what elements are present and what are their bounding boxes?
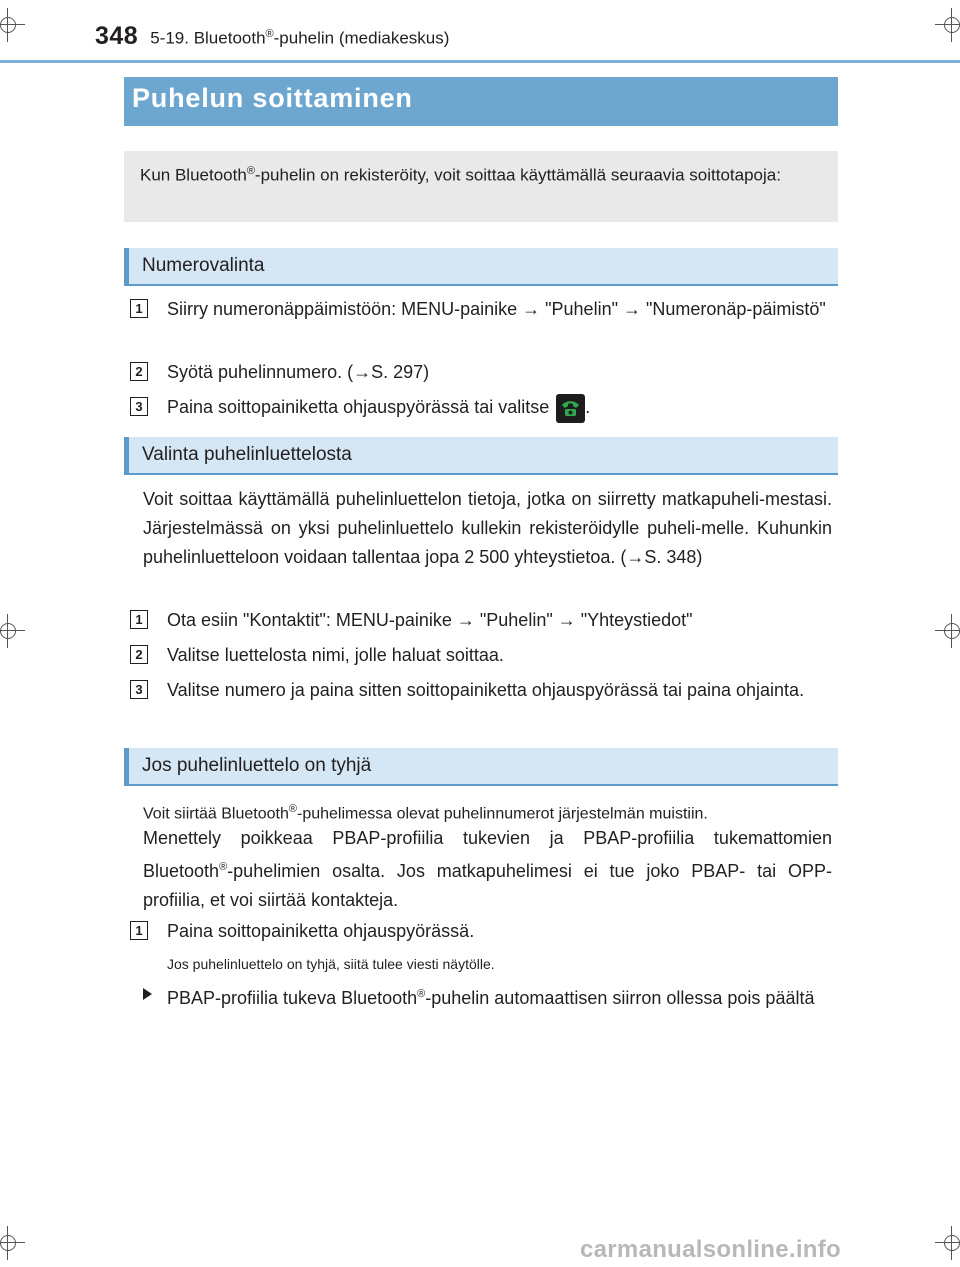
step-item — [130, 295, 832, 324]
page-header — [95, 22, 449, 51]
step-number: 2 — [130, 645, 148, 664]
crop-mark-icon — [0, 620, 19, 642]
section-paragraph: Menettely poikkeaa PBAP-profiilia tukevien ja PBAP-profiilia tukemattomien Bluetooth®-puhelimien osalta. Jos matkapuhelimesi ei tue joko PBAP- tai OPP-profiilia, et voi siirtää kontakteja. — [143, 828, 832, 910]
step-item — [130, 606, 832, 635]
page-title: Puhelun soittaminen — [132, 83, 413, 113]
crop-mark-icon — [0, 14, 19, 36]
step-item — [130, 676, 832, 705]
section-heading-valinta-puhelinluettelosta: Valinta puhelinluettelosta — [124, 437, 838, 475]
crop-mark-icon — [0, 1232, 19, 1254]
step-text: Ota esiin "Kontaktit": MENU-painike → "Puhelin" → "Yhteystiedot" — [167, 610, 693, 630]
section-heading-jos-puhelinluettelo-on-tyhja: Jos puhelinluettelo on tyhjä — [124, 748, 838, 786]
intro-box: Kun Bluetooth®-puhelin on rekisteröity, voit soittaa käyttämällä seuraavia soittotapoja: — [124, 151, 838, 222]
step-number: 1 — [130, 299, 148, 318]
step-number: 3 — [130, 680, 148, 699]
bullet-item — [143, 980, 832, 1013]
step-text: Valitse luettelosta nimi, jolle haluat soittaa. — [167, 645, 504, 665]
step-text: Paina soittopainiketta ohjauspyörässä tai valitse . — [167, 393, 832, 423]
section-heading-numerovalinta: Numerovalinta — [124, 248, 838, 286]
step-number: 1 — [130, 921, 148, 940]
section-paragraph: Voit siirtää Bluetooth®-puhelimessa olevat puhelinnumerot järjestelmän muistiin. — [143, 803, 708, 823]
page-number: 348 — [95, 22, 139, 50]
step-number: 1 — [130, 610, 148, 629]
step-text: Valitse numero ja paina sitten soittopainiketta ohjauspyörässä tai paina ohjainta. — [167, 680, 805, 700]
step-item — [130, 358, 832, 387]
step-item — [130, 641, 832, 670]
crop-mark-icon — [941, 14, 960, 36]
bullet-text: PBAP-profiilia tukeva Bluetooth®-puhelin automaattisen siirron ollessa pois päältä — [167, 988, 815, 1008]
step-text: Siirry numeronäppäimistöön: MENU-painike → "Puhelin" → "Numeronäp-päimistö" — [167, 299, 826, 319]
triangle-bullet-icon — [143, 988, 152, 1000]
step-item — [130, 917, 832, 946]
section-paragraph: Voit soittaa käyttämällä puhelinluettelon tietoja, jotka on siirretty matkapuheli-mestasi. Järjestelmässä on yksi puhelinluettelo kullekin rekisteröidylle puheli-melle. Kuhunkin puhelinluetteloon voidaan tallentaa jopa 2 500 yhteystietoa. (→S. 348) — [143, 489, 832, 567]
page-title-bar — [124, 77, 838, 126]
phone-handset-icon — [556, 394, 585, 423]
watermark: carmanualsonline.info — [580, 1236, 842, 1263]
crop-mark-icon — [941, 620, 960, 642]
step-text: Paina soittopainiketta ohjauspyörässä. — [167, 921, 475, 941]
section-path: 5-19. Bluetooth®-puhelin (mediakeskus) — [150, 28, 450, 48]
step-number: 3 — [130, 397, 148, 416]
step-text: Syötä puhelinnumero. (→S. 297) — [167, 362, 430, 382]
header-rule — [0, 60, 960, 63]
step-note: Jos puhelinluettelo on tyhjä, siitä tulee viesti näytölle. — [167, 956, 495, 972]
crop-mark-icon — [941, 1232, 960, 1254]
step-item — [130, 393, 832, 423]
step-number: 2 — [130, 362, 148, 381]
